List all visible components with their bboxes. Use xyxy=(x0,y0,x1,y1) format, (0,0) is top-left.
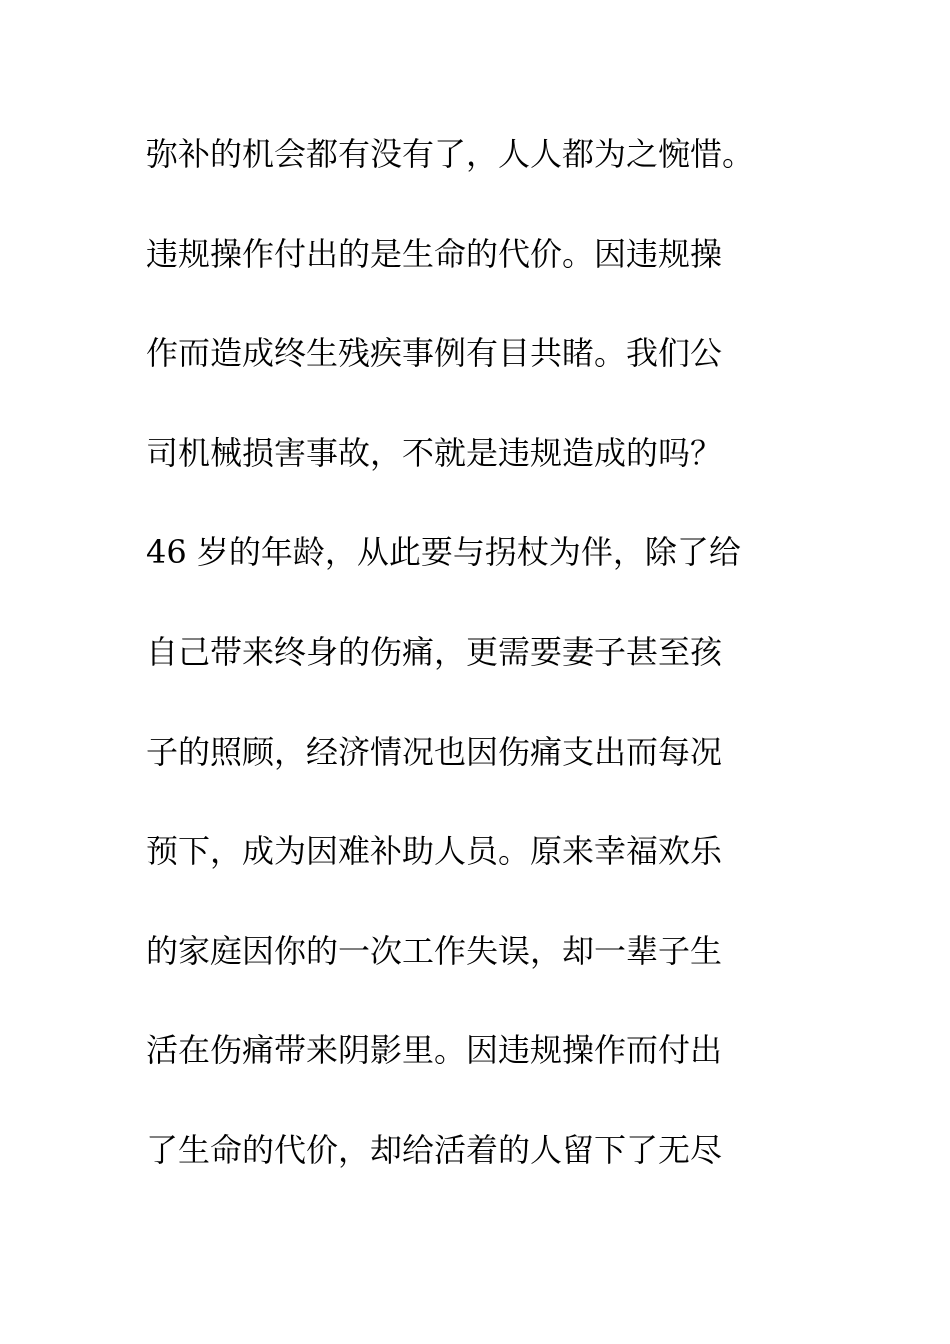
text-line: 了生命的代价，却给活着的人留下了无尽 xyxy=(146,1130,723,1169)
text-line: 46 岁的年龄，从此要与拐杖为伴，除了给 xyxy=(146,533,741,572)
text-line: 预下，成为因难补助人员。原来幸福欢乐 xyxy=(146,832,723,871)
text-line: 自己带来终身的伤痛，更需要妻子甚至孩 xyxy=(146,632,723,671)
text-line: 子的照顾，经济情况也因伤痛支出而每况 xyxy=(146,732,723,771)
text-line: 的家庭因你的一次工作失误，却一辈子生 xyxy=(146,931,723,970)
text-line: 弥补的机会都有没有了，人人都为之惋惜。 xyxy=(146,135,755,173)
body-text xyxy=(146,124,846,1220)
text-line: 违规操作付出的是生命的代价。因违规操 xyxy=(146,234,723,273)
text-line: 司机械损害事故，不就是违规造成的吗？ xyxy=(146,433,723,472)
text-line: 活在伤痛带来阴影里。因违规操作而付出 xyxy=(146,1031,723,1070)
text-line: 作而造成终生残疾事例有目共睹。我们公 xyxy=(146,334,723,373)
